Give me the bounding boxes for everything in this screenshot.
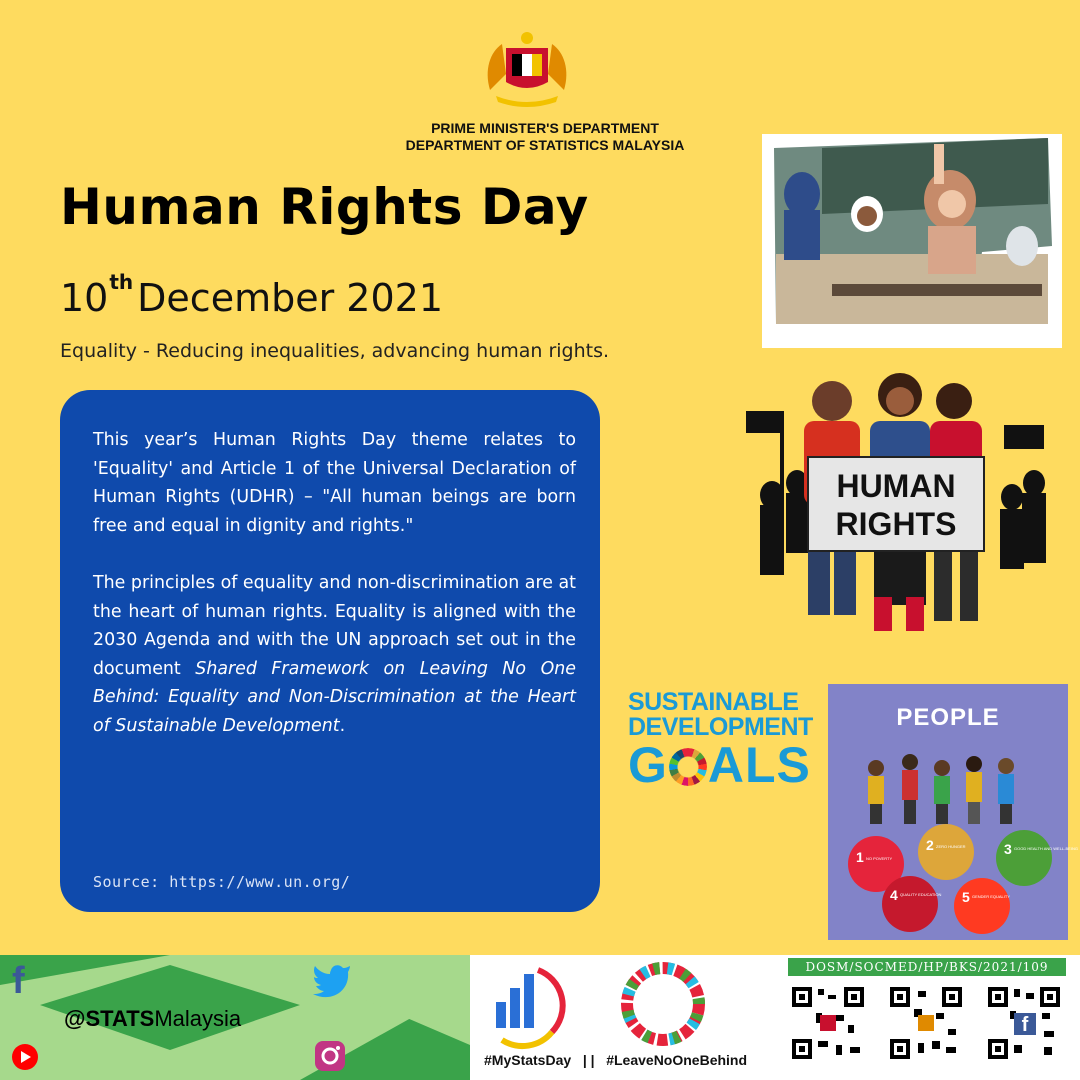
date-suffix: th: [109, 270, 134, 294]
date-rest: December 2021: [137, 276, 444, 320]
goal-4-number: 4: [890, 887, 898, 903]
sdg-malaysia-logo: [618, 962, 708, 1048]
paragraph-2-end: .: [339, 715, 346, 736]
sdg-people-panel: [828, 684, 1078, 940]
youtube-icon[interactable]: [8, 1044, 42, 1070]
tagline: Equality - Reducing inequalities, advancing human rights.: [60, 340, 610, 362]
department-name: [380, 120, 710, 154]
sign-line2: RIGHTS: [835, 506, 957, 542]
people-figures-icon: [868, 754, 1014, 824]
twitter-icon[interactable]: [312, 962, 352, 996]
dept-line2: DEPARTMENT OF STATISTICS MALAYSIA: [405, 137, 685, 153]
qr-code-portal-icon[interactable]: [888, 985, 964, 1061]
goal-5-label: GENDER EQUALITY: [972, 894, 1011, 899]
paragraph-2: [93, 569, 576, 740]
sdg-line2: DEVELOPMENT: [628, 713, 813, 741]
sdg-goals-word: [628, 737, 824, 793]
qr-code-facebook-icon[interactable]: [986, 985, 1062, 1061]
goal-3-icon: [996, 830, 1052, 886]
hashtags: #MyStatsDay | | #LeaveNoOneBehind: [484, 1052, 748, 1068]
sdg-goals-g: G: [628, 737, 668, 793]
document-title: Shared Framework on Leaving No One Behind: Equality and Non-Discrimination at the Heart of Sustainable Development: [93, 658, 576, 736]
goal-2-number: 2: [926, 837, 934, 853]
source-link[interactable]: Source: https://www.un.org/: [93, 873, 351, 891]
date-day: 10: [60, 276, 109, 320]
sdg-wheel-icon: [669, 748, 707, 786]
goal-5-number: 5: [962, 889, 970, 905]
svg-text:f: f: [1021, 1014, 1029, 1036]
malaysia-coat-of-arms-logo: [484, 30, 570, 108]
sdg-line1: SUSTAINABLE: [628, 688, 799, 716]
social-handle[interactable]: [64, 1006, 241, 1032]
goal-4-icon: [882, 876, 938, 932]
dept-line1: PRIME MINISTER'S DEPARTMENT: [431, 120, 659, 136]
event-date: [60, 270, 443, 320]
page-title: Human Rights Day: [60, 178, 589, 236]
people-title: PEOPLE: [896, 704, 1000, 731]
facebook-icon[interactable]: f: [12, 960, 25, 1002]
sdg-goals-rest: ALS: [707, 737, 811, 793]
sign-line1: HUMAN: [836, 468, 956, 504]
handle-rest: Malaysia: [154, 1006, 242, 1031]
instagram-icon[interactable]: [314, 1040, 346, 1072]
goal-1-number: 1: [856, 849, 864, 865]
human-rights-protest-illustration: [742, 365, 1062, 655]
goal-1-label: NO POVERTY: [866, 856, 893, 861]
my-stats-day-logo: [482, 962, 570, 1048]
goal-4-label: QUALITY EDUCATION: [900, 892, 942, 897]
sdg-logo: [628, 690, 824, 800]
goal-3-label: GOOD HEALTH AND WELL-BEING: [1014, 846, 1078, 851]
qr-code-website-icon[interactable]: [790, 985, 866, 1061]
classroom-photo: [762, 134, 1062, 348]
goal-3-number: 3: [1004, 841, 1012, 857]
info-box: [60, 390, 600, 912]
people-goals-graphic: [828, 684, 1078, 940]
paragraph-2-start: The principles of equality and non-discrimination are at the heart of human rights. Equality is aligned with the 2030 Agenda and with the UN approach set out in the document: [93, 573, 576, 679]
flag-icon: [746, 411, 784, 433]
reference-code: DOSM/SOCMED/HP/BKS/2021/109: [788, 958, 1066, 976]
paragraph-1: This year’s Human Rights Day theme relates to 'Equality' and Article 1 of the Universal Declaration of Human Rights (UDHR) – "All human beings are born free and equal in dignity and rights.": [93, 430, 576, 536]
goal-2-label: ZERO HUNGER: [936, 844, 966, 849]
handle-prefix: @: [64, 1006, 86, 1031]
handle-bold: STATS: [85, 1006, 155, 1031]
goal-5-icon: [954, 878, 1010, 934]
